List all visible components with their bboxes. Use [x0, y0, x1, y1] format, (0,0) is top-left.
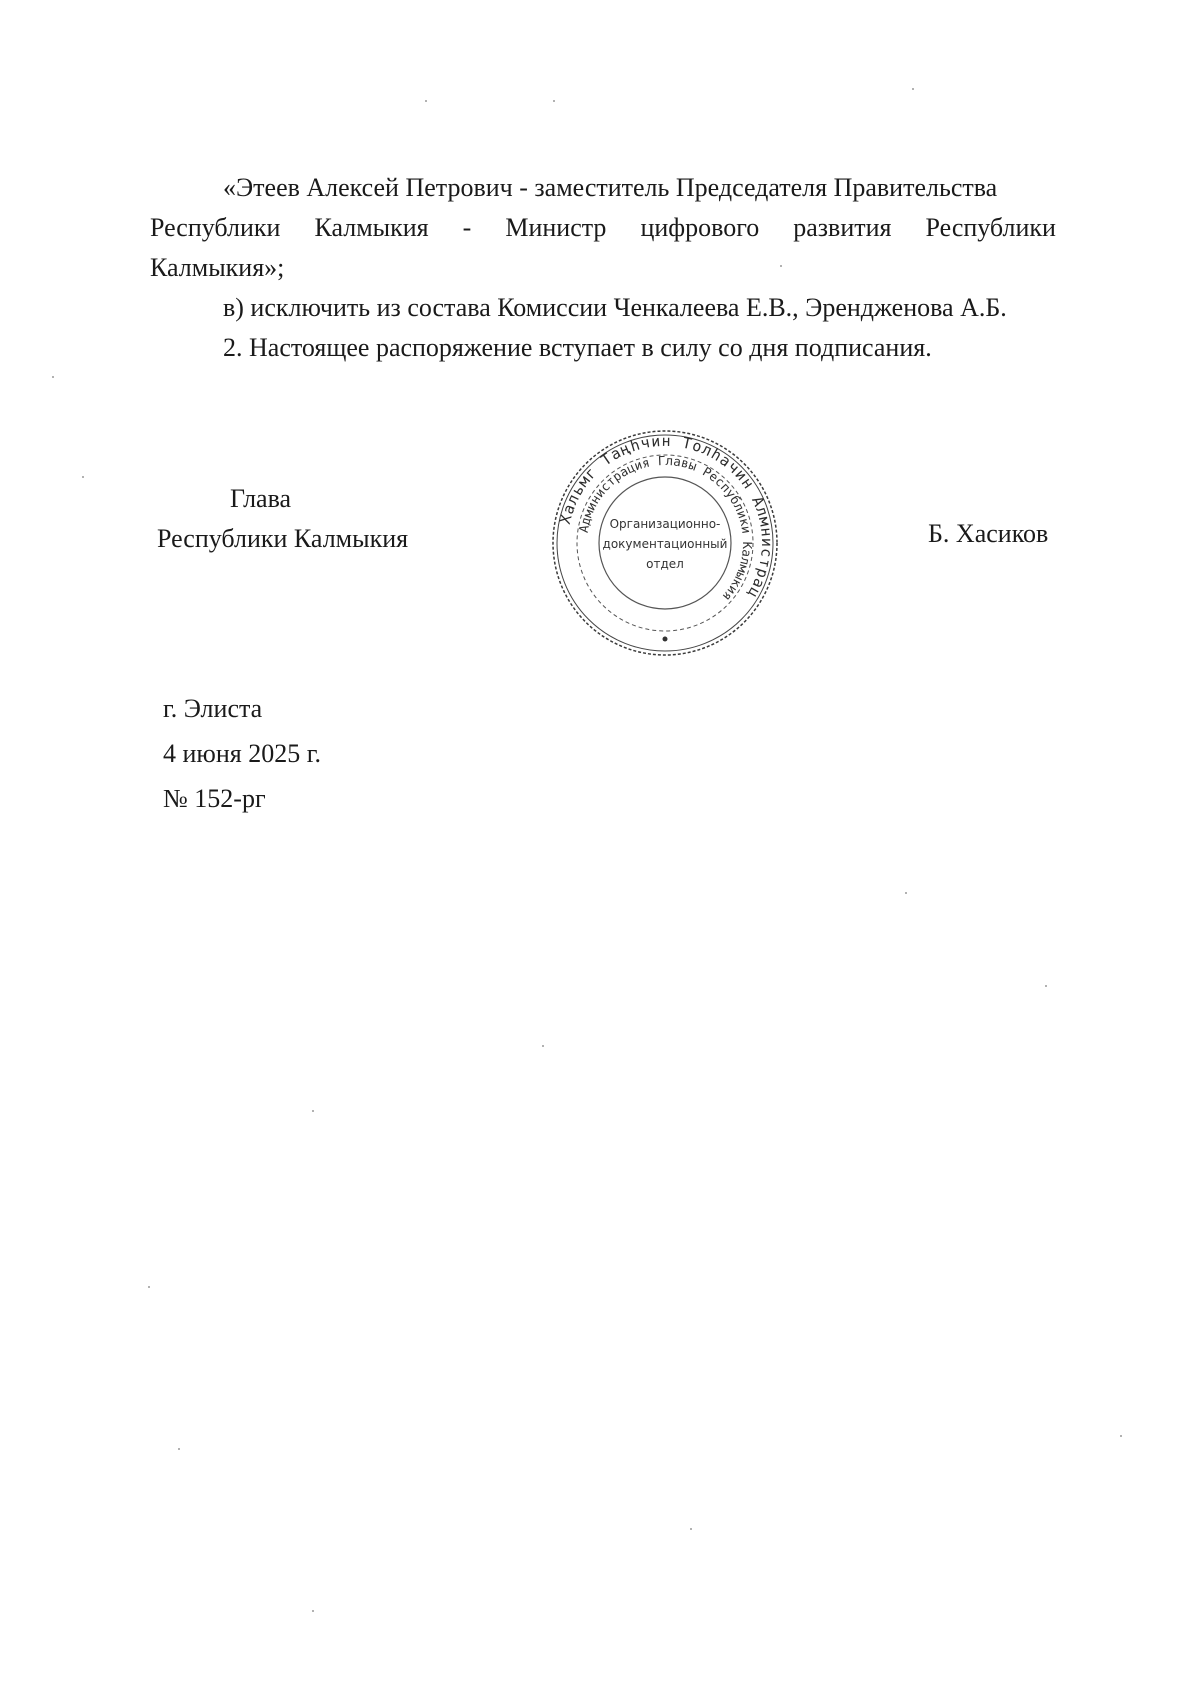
scan-speck — [178, 1448, 180, 1450]
scan-speck — [1045, 985, 1047, 987]
official-stamp — [550, 428, 780, 658]
para1-line3: Калмыкия»; — [150, 253, 285, 282]
word: Республики — [150, 213, 281, 242]
item-2: 2. Настоящее распоряжение вступает в силу со дня подписания. — [223, 333, 932, 362]
scan-speck — [148, 1286, 150, 1288]
scan-speck — [690, 1528, 692, 1530]
word: цифрового — [640, 213, 760, 242]
item-v: в) исключить из состава Комиссии Ченкалеева Е.В., Эрендженова А.Б. — [223, 293, 1007, 322]
scan-speck — [1120, 1435, 1122, 1437]
scan-speck — [912, 88, 914, 90]
scan-speck — [905, 892, 907, 894]
stamp-dot — [663, 637, 668, 642]
scan-speck — [780, 265, 782, 267]
footer-city: г. Элиста — [163, 694, 263, 723]
word: Калмыкия — [314, 213, 429, 242]
signature-name: Б. Хасиков — [928, 519, 1049, 548]
footer-date: 4 июня 2025 г. — [163, 739, 321, 768]
para1-line2 — [150, 213, 1056, 243]
signature-title-line2: Республики Калмыкия — [157, 524, 409, 553]
word: Министр — [505, 213, 607, 242]
stamp-center-line1: Организационно- — [609, 517, 721, 531]
word: - — [462, 213, 472, 242]
stamp-ring-text: Администрация Главы Республики Калмыкия — [575, 452, 756, 605]
scan-speck — [52, 376, 54, 378]
signature-title-line1: Глава — [230, 484, 292, 513]
scan-speck — [542, 1045, 544, 1047]
word: Республики — [925, 213, 1056, 242]
scan-speck — [425, 100, 427, 102]
stamp-center-line3: отдел — [646, 557, 684, 571]
para1-line1: «Этеев Алексей Петрович - заместитель Председателя Правительства — [223, 173, 998, 202]
stamp-outer-text: Хальмг Таңhчин Толhачин Алмнистрац — [555, 431, 777, 603]
word: развития — [793, 213, 892, 242]
scan-speck — [312, 1610, 314, 1612]
scan-speck — [82, 476, 84, 478]
scan-speck — [312, 1110, 314, 1112]
stamp-center-line2: документационный — [602, 537, 728, 551]
scan-speck — [553, 100, 555, 102]
footer-number: № 152-рг — [163, 784, 266, 813]
